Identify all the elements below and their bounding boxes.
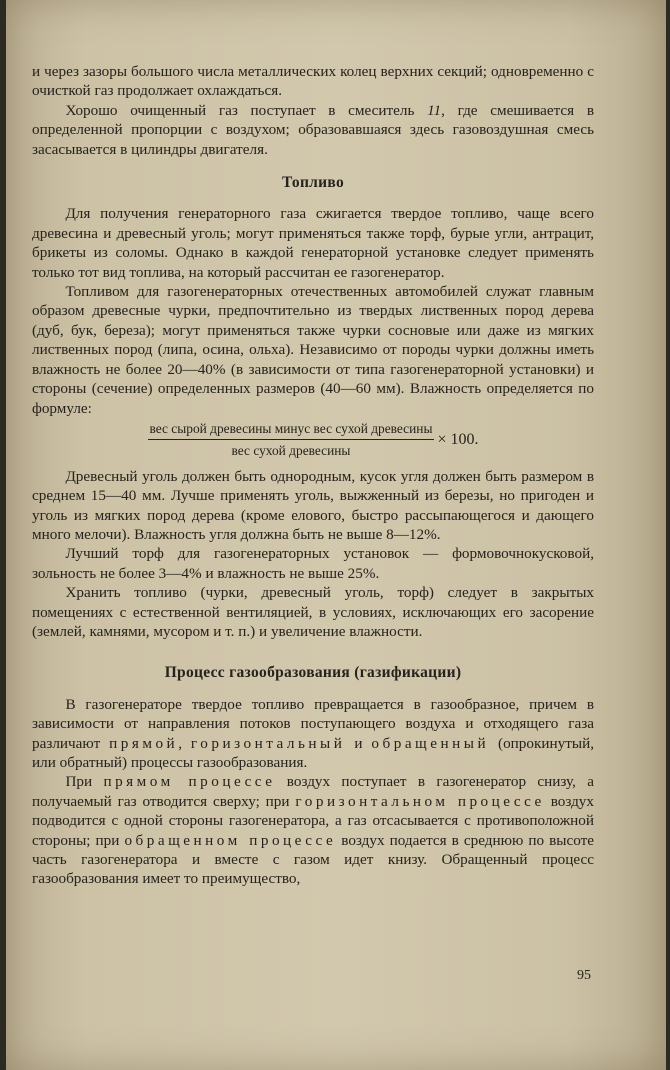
paragraph-mixer [32,101,594,159]
paragraph-process-2 [32,772,594,888]
paragraph-storage: Хранить топливо (чурки, древесный уголь, торф) следует в закрытых помещениях с естественной вентиляцией, в условиях, исключающих его засорение (землей, камнями, мусором и т. п.) и увеличение влажности. [32,584,594,640]
paragraph-process-1 [32,695,594,773]
paragraph-fuel-2: Топливом для газогенераторных отечественных автомобилей служат главным образом древесные чурки, предпочтительно из твердых лиственных пород дерева (дуб, бук, береза); могут применяться также чурки сосновые или даже из мягких лиственных пород (липа, осина, ольха). Независимо от породы чурки должны иметь влажность не более 20—40% (в зависимости от типа газогенераторной установки) и стороны (сечение) определенных размеров (40—60 мм). Влажность определяется по формуле: [32,283,594,417]
term-inverted: обращенный [371,734,490,752]
term-direct-process: прямом процессе [103,773,276,791]
text-run: воздух подводится с одной стороны газогенератора, а газ отсасывается с противоположной стороны; при [32,792,594,849]
reference-number: 11 [427,101,442,119]
page-number: 95 [577,968,591,983]
text-run: , [178,734,191,752]
paragraph-continuation: и через зазоры большого числа металлических колец верхних секций; одновременно с очисткой газ продолжает охлаждаться. [32,63,594,100]
paragraph-charcoal: Древесный уголь должен быть однородным, кусок угля должен быть размером в среднем 15—40 мм. Лучше применять уголь, выжженный из березы, но пригоден и уголь из мягких пород дерева (кроме елового, быстро рассыпающегося и дающего много мелочи). Влажность угля должна быть не выше 8—12%. [32,467,594,543]
section-heading-fuel: Топливо [281,174,345,192]
formula-fraction [148,419,435,461]
section-heading-process: Процесс газообразования (газификации) [164,664,462,682]
term-direct: прямой [109,734,179,752]
term-horizontal: горизонтальный [190,734,346,752]
formula-denominator: вес сухой древесины [231,443,351,459]
text-run: и [345,734,372,752]
formula-multiplier: × 100. [437,431,479,449]
text-run: (опрокинутый, или обратный) процессы газообразования. [32,734,594,771]
paragraph-peat: Лучший торф для газогенераторных установок — формовочнокусковой, зольность не более 3—4% и влажность не выше 25%. [32,545,594,582]
text-run: В газогенераторе твердое топливо превращается в газообразное, причем в зависимости от направления потоков поступающего воздуха и отходящего газа различают [32,695,594,752]
term-horizontal-process: горизонтальном процессе [295,792,545,810]
page-text [32,62,594,889]
text-run: воздух поступает в газогенератор снизу, а получаемый газ отводится сверху; при [32,773,594,810]
text-run: , где смешивается в определенной пропорции с воздухом; образовавшаяся здесь газовоздушная смесь засасывается в цилиндры двигателя. [32,101,594,158]
text-run: Хорошо очищенный газ поступает в смеситель [65,101,428,119]
formula-numerator: вес сырой древесины минус вес сухой древесины [148,419,435,440]
text-run: При [65,773,104,791]
paragraph-fuel-1: Для получения генераторного газа сжигается твердое топливо, чаще всего древесина и древесный уголь; могут применяться также торф, бурые угли, антрацит, брикеты из соломы. Однако в каждой генераторной установке следует применять только тот вид топлива, на который рассчитан ее газогенератор. [32,205,594,281]
text-run: воздух подается в среднюю по высоте часть газогенератора и вместе с газом идет книзу. Обращенный процесс газообразования имеет то преимущество, [32,831,594,888]
term-inverted-process: обращенном процессе [124,831,337,849]
moisture-formula [32,419,594,461]
book-page [6,0,666,1070]
